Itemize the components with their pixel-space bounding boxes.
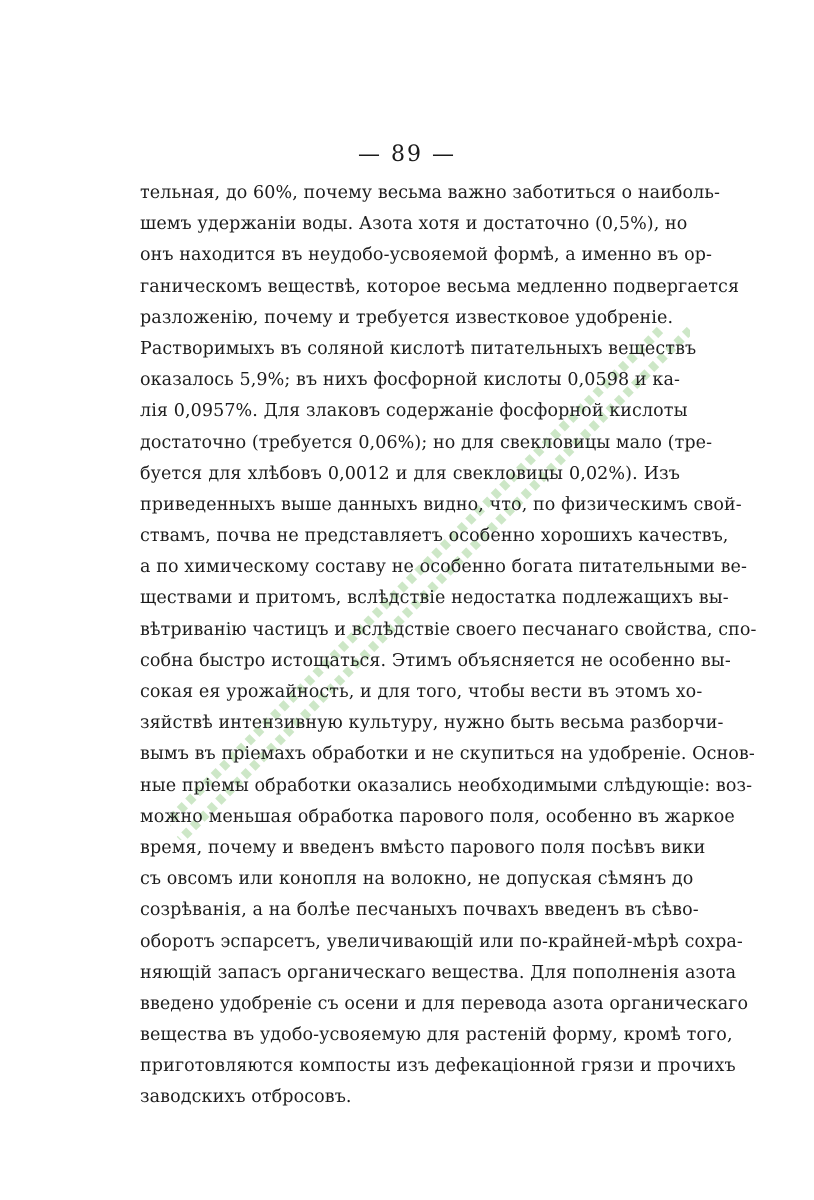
- text-line-11: приведенныхъ выше данныхъ видно, что, по физическимъ свой-: [140, 494, 742, 515]
- text-line-24: созрѣванія, а на болѣе песчаныхъ почвахъ введенъ въ сѣво-: [140, 900, 699, 921]
- text-line-25: оборотъ эспарсетъ, увеличивающій или по-крайней-мѣрѣ сохра-: [140, 931, 743, 952]
- text-line-26: няющій запасъ органическаго вещества. Для пополненія азота: [140, 962, 737, 983]
- text-line-1: тельная, до 60%, почему весьма важно заботиться о наиболь-: [140, 183, 721, 203]
- text-line-2: шемъ удержаніи воды. Азота хотя и достаточно (0,5%), но: [140, 214, 688, 235]
- text-line-13: а по химическому составу не особенно богата питательными ве-: [140, 557, 748, 578]
- text-line-30: заводскихъ отбросовъ.: [140, 1087, 352, 1108]
- text-line-22: время, почему и введенъ вмѣсто парового поля посѣвъ вики: [140, 837, 706, 858]
- text-line-28: вещества въ удобо-усвояемую для растеній форму, кромѣ того,: [140, 1025, 733, 1046]
- text-line-27: введено удобреніе съ осени и для перевода азота органическаго: [140, 993, 749, 1014]
- text-line-12: ствамъ, почва не представляетъ особенно хорошихъ качествъ,: [140, 526, 729, 547]
- text-line-19: вымъ въ пріемахъ обработки и не скупиться на удобреніе. Основ-: [140, 744, 755, 765]
- text-line-5: разложенію, почему и требуется известковое удобреніе.: [140, 307, 674, 328]
- text-line-18: зяйствѣ интензивную культуру, нужно быть весьма разборчи-: [140, 713, 724, 734]
- text-line-23: съ овсомъ или конопля на волокно, не допуская сѣмянъ до: [140, 869, 694, 890]
- text-line-7: оказалось 5,9%; въ нихъ фосфорной кислоты 0,0598 и ка-: [140, 370, 680, 391]
- text-line-8: лія 0,0957%. Для злаковъ содержаніе фосфорной кислоты: [140, 401, 688, 422]
- body-text: [140, 178, 757, 1114]
- text-line-29: приготовляются компосты изъ дефекаціонной грязи и прочихъ: [140, 1056, 736, 1077]
- text-line-4: ганическомъ веществѣ, которое весьма медленно подвергается: [140, 276, 740, 297]
- text-line-9: достаточно (требуется 0,06%); но для свекловицы мало (тре-: [140, 432, 713, 453]
- text-line-6: Растворимыхъ въ соляной кислотѣ питательныхъ веществъ: [140, 338, 697, 359]
- text-line-17: сокая ея урожайность, и для того, чтобы вести въ этомъ хо-: [140, 682, 703, 702]
- text-line-15: вѣтриванію частицъ и вслѣдствіе своего песчанаго свойства, спо-: [140, 619, 757, 640]
- text-line-10: буется для хлѣбовъ 0,0012 и для свекловицы 0,02%). Изъ: [140, 463, 680, 484]
- text-line-21: можно меньшая обработка парового поля, особенно въ жаркое: [140, 806, 735, 827]
- text-line-14: ществами и притомъ, вслѣдствіе недостатка подлежащихъ вы-: [140, 588, 729, 609]
- text-line-3: онъ находится въ неудобо-усвояемой формѣ, а именно въ ор-: [140, 245, 713, 266]
- text-line-16: собна быстро истощаться. Этимъ объясняется не особенно вы-: [140, 650, 731, 671]
- text-line-20: ные пріемы обработки оказались необходимыми слѣдующіе: воз-: [140, 775, 753, 796]
- page-number: — 89 —: [358, 142, 456, 167]
